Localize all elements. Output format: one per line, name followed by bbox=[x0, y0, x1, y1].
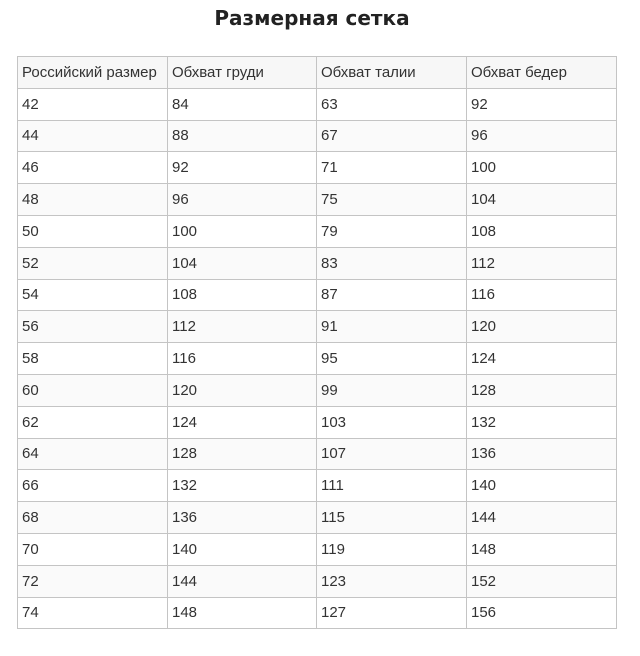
table-row bbox=[18, 343, 617, 375]
cell-size: 48 bbox=[18, 184, 168, 216]
table-header-row bbox=[18, 57, 617, 89]
cell-size: 52 bbox=[18, 247, 168, 279]
cell-chest: 84 bbox=[168, 88, 317, 120]
cell-size: 42 bbox=[18, 88, 168, 120]
cell-size: 62 bbox=[18, 406, 168, 438]
table-row bbox=[18, 597, 617, 629]
cell-hips: 104 bbox=[467, 184, 617, 216]
cell-chest: 140 bbox=[168, 533, 317, 565]
table-row bbox=[18, 152, 617, 184]
cell-chest: 124 bbox=[168, 406, 317, 438]
cell-hips: 124 bbox=[467, 343, 617, 375]
table-row bbox=[18, 374, 617, 406]
cell-chest: 136 bbox=[168, 502, 317, 534]
cell-size: 70 bbox=[18, 533, 168, 565]
cell-chest: 116 bbox=[168, 343, 317, 375]
header-chest-girth: Обхват груди bbox=[168, 57, 317, 89]
table-row bbox=[18, 120, 617, 152]
cell-hips: 96 bbox=[467, 120, 617, 152]
cell-hips: 120 bbox=[467, 311, 617, 343]
size-chart-table bbox=[17, 56, 617, 629]
cell-waist: 71 bbox=[317, 152, 467, 184]
cell-hips: 156 bbox=[467, 597, 617, 629]
cell-size: 50 bbox=[18, 215, 168, 247]
cell-waist: 107 bbox=[317, 438, 467, 470]
cell-size: 64 bbox=[18, 438, 168, 470]
cell-chest: 108 bbox=[168, 279, 317, 311]
cell-hips: 100 bbox=[467, 152, 617, 184]
cell-hips: 116 bbox=[467, 279, 617, 311]
cell-waist: 123 bbox=[317, 565, 467, 597]
cell-waist: 119 bbox=[317, 533, 467, 565]
cell-chest: 120 bbox=[168, 374, 317, 406]
cell-waist: 91 bbox=[317, 311, 467, 343]
cell-hips: 112 bbox=[467, 247, 617, 279]
cell-hips: 148 bbox=[467, 533, 617, 565]
cell-hips: 92 bbox=[467, 88, 617, 120]
cell-waist: 63 bbox=[317, 88, 467, 120]
cell-hips: 136 bbox=[467, 438, 617, 470]
cell-waist: 79 bbox=[317, 215, 467, 247]
table-row bbox=[18, 88, 617, 120]
table-row bbox=[18, 184, 617, 216]
table-row bbox=[18, 502, 617, 534]
table-row bbox=[18, 311, 617, 343]
cell-chest: 96 bbox=[168, 184, 317, 216]
cell-size: 66 bbox=[18, 470, 168, 502]
cell-size: 54 bbox=[18, 279, 168, 311]
header-hip-girth: Обхват бедер bbox=[467, 57, 617, 89]
cell-size: 56 bbox=[18, 311, 168, 343]
cell-size: 44 bbox=[18, 120, 168, 152]
cell-chest: 100 bbox=[168, 215, 317, 247]
cell-waist: 111 bbox=[317, 470, 467, 502]
cell-hips: 140 bbox=[467, 470, 617, 502]
cell-hips: 152 bbox=[467, 565, 617, 597]
cell-waist: 87 bbox=[317, 279, 467, 311]
cell-size: 74 bbox=[18, 597, 168, 629]
cell-chest: 104 bbox=[168, 247, 317, 279]
cell-hips: 108 bbox=[467, 215, 617, 247]
cell-size: 60 bbox=[18, 374, 168, 406]
cell-chest: 88 bbox=[168, 120, 317, 152]
cell-chest: 144 bbox=[168, 565, 317, 597]
table-row bbox=[18, 406, 617, 438]
cell-waist: 75 bbox=[317, 184, 467, 216]
table-row bbox=[18, 438, 617, 470]
header-russian-size: Российский размер bbox=[18, 57, 168, 89]
header-waist-girth: Обхват талии bbox=[317, 57, 467, 89]
table-body bbox=[18, 88, 617, 629]
cell-size: 58 bbox=[18, 343, 168, 375]
table-row bbox=[18, 279, 617, 311]
cell-size: 72 bbox=[18, 565, 168, 597]
cell-waist: 67 bbox=[317, 120, 467, 152]
cell-chest: 92 bbox=[168, 152, 317, 184]
cell-chest: 112 bbox=[168, 311, 317, 343]
cell-waist: 115 bbox=[317, 502, 467, 534]
cell-chest: 132 bbox=[168, 470, 317, 502]
cell-size: 68 bbox=[18, 502, 168, 534]
cell-waist: 103 bbox=[317, 406, 467, 438]
cell-waist: 127 bbox=[317, 597, 467, 629]
cell-hips: 132 bbox=[467, 406, 617, 438]
cell-size: 46 bbox=[18, 152, 168, 184]
cell-chest: 148 bbox=[168, 597, 317, 629]
cell-waist: 95 bbox=[317, 343, 467, 375]
cell-waist: 83 bbox=[317, 247, 467, 279]
cell-chest: 128 bbox=[168, 438, 317, 470]
cell-waist: 99 bbox=[317, 374, 467, 406]
table-row bbox=[18, 565, 617, 597]
table-row bbox=[18, 247, 617, 279]
table-row bbox=[18, 533, 617, 565]
table-row bbox=[18, 470, 617, 502]
cell-hips: 144 bbox=[467, 502, 617, 534]
table-row bbox=[18, 215, 617, 247]
cell-hips: 128 bbox=[467, 374, 617, 406]
page-title: Размерная сетка bbox=[214, 6, 410, 30]
